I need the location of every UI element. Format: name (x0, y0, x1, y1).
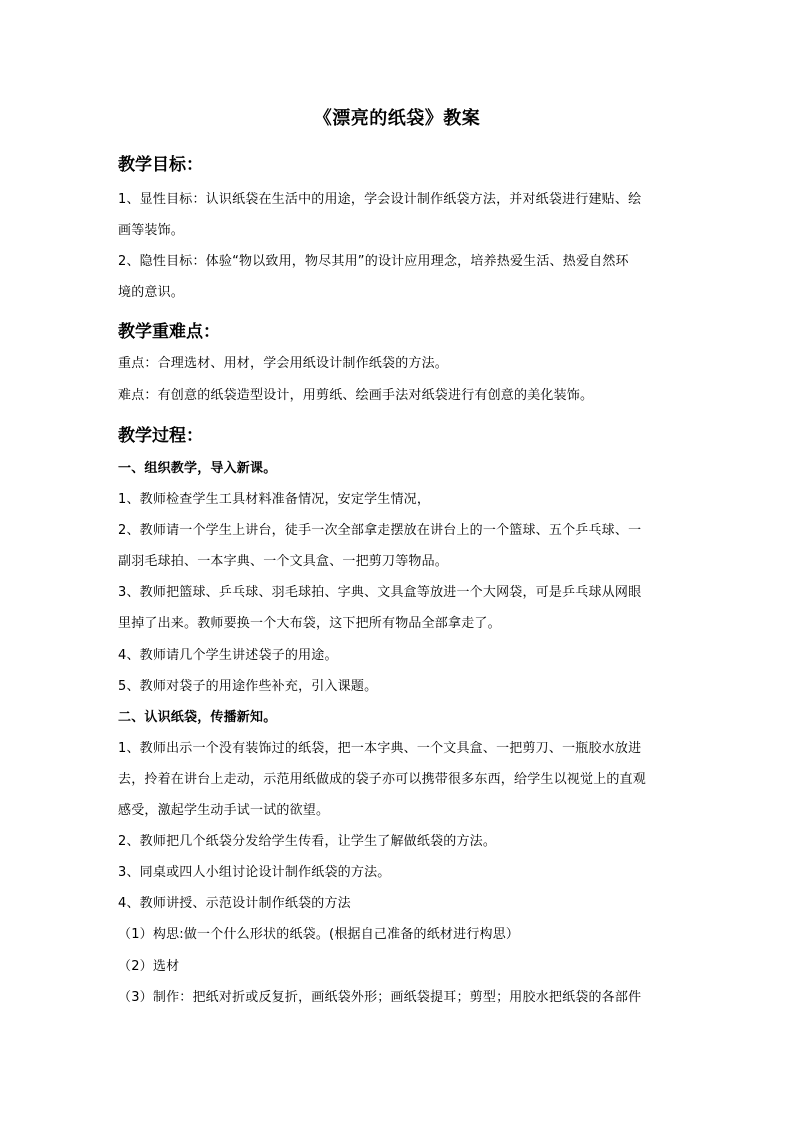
process-part1-line-2: 2、教师请一个学生上讲台，徒手一次全部拿走摆放在讲台上的一个篮球、五个乒乓球、一 (118, 523, 642, 538)
process-part2-line-7: （1）构思:做一个什么形状的纸袋。(根据自己准备的纸材进行构思） (118, 927, 520, 942)
process-part1-line-1: 1、教师检查学生工具材料准备情况，安定学生情况， (118, 492, 431, 507)
goals-line-1: 1、显性目标：认识纸袋在生活中的用途，学会设计制作纸袋方法，并对纸袋进行建贴、绘 (118, 192, 642, 207)
process-part2-line-8: （2）选材 (118, 959, 180, 974)
goals-line-3: 2、隐性目标：体验“物以致用，物尽其用”的设计应用理念，培养热爱生活、热爱自然环 (118, 254, 629, 269)
document-title: 《漂亮的纸袋》教案 (313, 108, 481, 129)
goals-heading: 教学目标： (118, 155, 203, 175)
goals-line-2: 画等装饰。 (118, 223, 185, 238)
process-part2-line-6: 4、教师讲授、示范设计制作纸袋的方法 (118, 896, 351, 911)
process-part1-title: 一、组织教学，导入新课。 (118, 461, 277, 476)
process-part1-line-3: 副羽毛球拍、一本字典、一个文具盒、一把剪刀等物品。 (118, 554, 449, 569)
key-points-heading: 教学重难点： (118, 322, 220, 342)
key-points-line-1: 重点：合理选材、用材，学会用纸设计制作纸袋的方法。 (118, 356, 449, 371)
process-part1-line-5: 里掉了出来。教师要换一个大布袋，这下把所有物品全部拿走了。 (118, 616, 501, 631)
process-part1-line-6: 4、教师请几个学生讲述袋子的用途。 (118, 648, 338, 663)
process-part2-line-2: 去，拎着在讲台上走动，示范用纸做成的袋子亦可以携带很多东西，给学生以视觉上的直观 (118, 772, 647, 787)
goals-line-4: 境的意识。 (118, 285, 185, 300)
process-part1-line-7: 5、教师对袋子的用途作些补充，引入课题。 (118, 679, 378, 694)
key-points-line-2: 难点：有创意的纸袋造型设计，用剪纸、绘画手法对纸袋进行有创意的美化装饰。 (118, 388, 594, 403)
process-part2-title: 二、认识纸袋，传播新知。 (118, 710, 277, 725)
process-part2-line-1: 1、教师出示一个没有装饰过的纸袋，把一本字典、一个文具盒、一把剪刀、一瓶胶水放进 (118, 741, 642, 756)
process-heading: 教学过程： (118, 426, 203, 446)
process-part2-line-3: 感受，激起学生动手试一试的欲望。 (118, 803, 330, 818)
process-part2-line-4: 2、教师把几个纸袋分发给学生传看，让学生了解做纸袋的方法。 (118, 834, 497, 849)
process-part2-line-9: （3）制作：把纸对折或反复折，画纸袋外形；画纸袋提耳；剪型；用胶水把纸袋的各部件 (118, 990, 642, 1005)
process-part1-line-4: 3、教师把篮球、乒乓球、羽毛球拍、字典、文具盒等放进一个大网袋，可是乒乓球从网眼 (118, 585, 642, 600)
process-part2-line-5: 3、同桌或四人小组讨论设计制作纸袋的方法。 (118, 865, 391, 880)
